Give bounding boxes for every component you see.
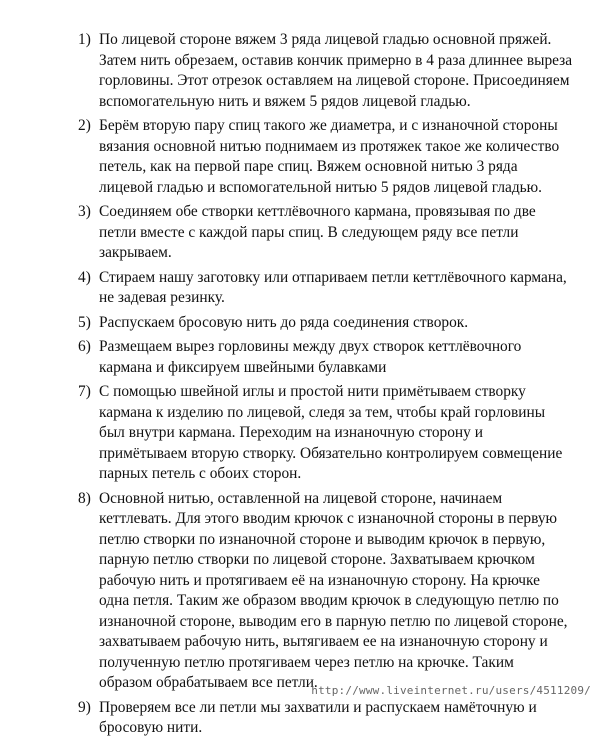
list-item — [0, 116, 597, 198]
list-item — [0, 489, 597, 694]
item-text-line: Стираем нашу заготовку или отпариваем петли кеттлёвочного кармана, — [99, 268, 567, 286]
list-item — [0, 698, 597, 739]
item-text-line: Проверяем все ли петли мы захватили и распускаем намёточную и — [99, 698, 537, 716]
item-text-line: изнаночной стороне, выводим его в парную петлю по лицевой стороне, — [99, 612, 568, 630]
item-number: 4) — [78, 268, 91, 286]
list-item — [0, 382, 597, 485]
item-text-line: бросовую нити. — [99, 719, 203, 736]
watermark-url: http://www.liveinternet.ru/users/4511209/ — [311, 684, 591, 697]
item-text-line: вспомогательную нить и вяжем 5 рядов лицевой гладью. — [99, 92, 471, 110]
item-text-line: Размещаем вырез горловины между двух створок кеттлёвочного — [99, 338, 522, 355]
item-text-line: Основной нитью, оставленной на лицевой стороне, начинаем — [99, 489, 503, 507]
item-number: 9) — [78, 698, 91, 716]
list-item — [0, 313, 597, 334]
item-text-line: Соединяем обе створки кеттлёвочного кармана, провязывая по две — [99, 203, 536, 220]
item-number: 2) — [78, 117, 91, 134]
item-text-line: вязания основной нитью поднимаем из протяжек такое же количество — [99, 137, 560, 155]
item-text-line: парную петлю створки по лицевой стороне. Захватываем крючком — [99, 551, 535, 568]
instruction-list — [0, 30, 597, 743]
item-text-line: был внутри кармана. Переходим на изнаночную сторону и — [99, 424, 483, 441]
item-text-line: По лицевой стороне вяжем 3 ряда лицевой гладью основной пряжей. — [99, 31, 552, 48]
item-text-line: не задевая резинку. — [99, 289, 225, 306]
item-text-line: образом обрабатываем все петли. — [99, 674, 318, 691]
item-number: 8) — [78, 489, 91, 507]
item-number: 1) — [78, 31, 91, 48]
item-number: 7) — [78, 383, 91, 400]
item-text-line: лицевой гладью и вспомогательной нитью 5 рядов лицевой гладью. — [99, 178, 543, 196]
item-text-line: закрываем. — [99, 244, 172, 261]
item-text-line: горловины. Этот отрезок оставляем на лицевой стороне. Присоединяем — [99, 72, 570, 89]
list-item — [0, 337, 597, 378]
item-text-line: кармана к изделию по лицевой, следя за тем, чтобы край горловины — [99, 403, 546, 421]
item-text-line: Затем нить обрезаем, оставив кончик примерно в 4 раза длиннее выреза — [99, 51, 573, 69]
item-text-line: С помощью швейной иглы и простой нити примётываем створку — [99, 383, 526, 400]
item-text-line: кармана и фиксируем швейными булавками — [99, 358, 387, 376]
item-number: 5) — [78, 313, 91, 331]
item-text-line: Берём вторую пару спиц такого же диаметра, и с изнаночной стороны — [99, 117, 558, 134]
item-text-line: кеттлевать. Для этого вводим крючок с изнаночной стороны в первую — [99, 510, 558, 527]
item-text-line: петли вместе с каждой пары спиц. В следующем ряду все петли — [99, 223, 519, 241]
item-text-line: примётываем вторую створку. Обязательно контролируем совмещение — [99, 444, 563, 462]
item-text-line: Распускаем бросовую нить до ряда соединения створок. — [99, 313, 469, 331]
list-item — [0, 30, 597, 112]
item-text-line: рабочую нить и протягиваем её на изнаночную сторону. На крючке — [99, 571, 540, 589]
item-text-line: парных петель с обоих сторон. — [99, 465, 302, 482]
item-text-line: полученную петлю протягиваем через петлю на крючке. Таким — [99, 653, 514, 671]
item-text-line: одна петля. Таким же образом вводим крючок в следующую петлю по — [99, 592, 559, 609]
item-text-line: захватываем рабочую нить, вытягиваем ее на изнаночную сторону и — [99, 633, 548, 650]
list-item — [0, 202, 597, 264]
item-number: 3) — [78, 203, 91, 220]
item-text-line: петлю створки по изнаночной стороне и выводим крючок в первую, — [99, 530, 546, 548]
item-number: 6) — [78, 338, 91, 355]
list-item — [0, 268, 597, 309]
item-text-line: петель, как на первой паре спиц. Вяжем основной нитью 3 ряда — [99, 158, 518, 175]
